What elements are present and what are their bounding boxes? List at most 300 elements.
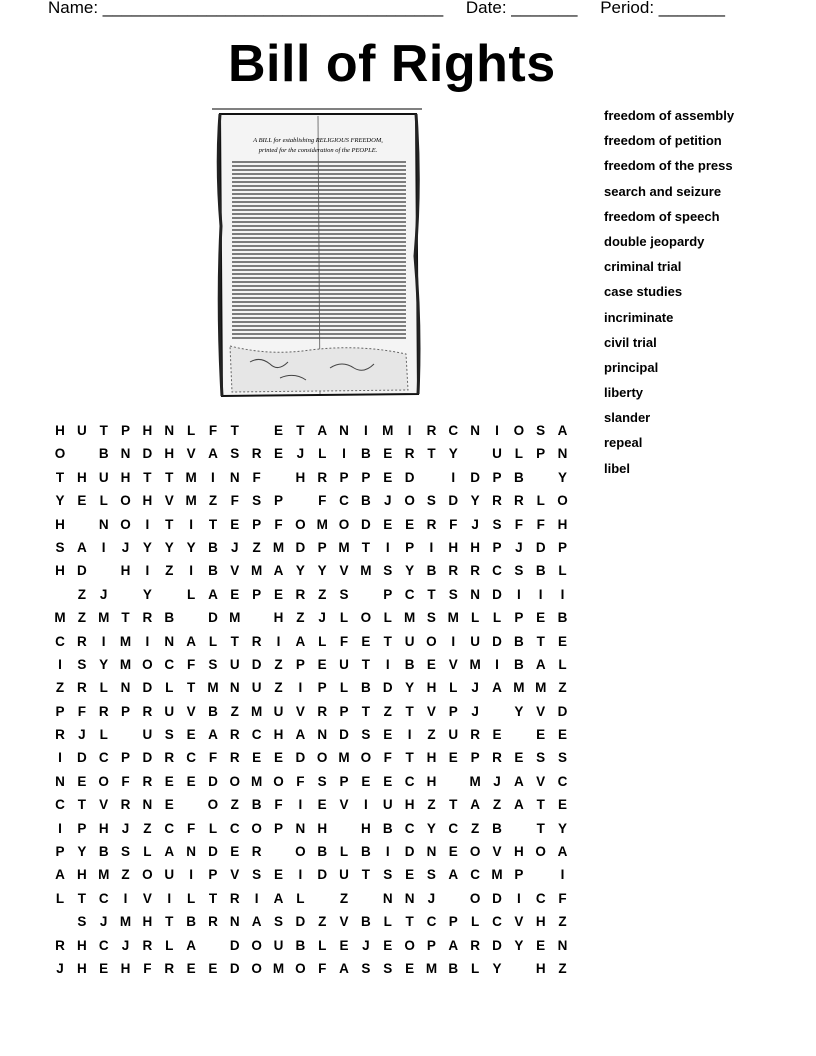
grid-letter[interactable]: D bbox=[535, 539, 546, 555]
grid-letter[interactable]: E bbox=[405, 867, 415, 883]
grid-letter[interactable]: P bbox=[558, 539, 568, 555]
grid-letter[interactable]: H bbox=[273, 727, 284, 743]
grid-letter[interactable]: P bbox=[514, 867, 524, 883]
grid-letter[interactable]: R bbox=[208, 914, 218, 930]
grid-letter[interactable]: R bbox=[470, 563, 481, 579]
grid-letter[interactable]: D bbox=[317, 867, 328, 883]
grid-letter[interactable]: B bbox=[295, 937, 306, 953]
grid-letter[interactable]: F bbox=[186, 820, 196, 836]
grid-letter[interactable]: A bbox=[208, 586, 218, 602]
grid-letter[interactable]: M bbox=[54, 610, 66, 626]
grid-letter[interactable]: H bbox=[164, 446, 175, 462]
grid-letter[interactable]: R bbox=[55, 937, 65, 953]
grid-letter[interactable]: F bbox=[449, 516, 458, 532]
grid-letter[interactable]: M bbox=[491, 867, 503, 883]
grid-letter[interactable]: U bbox=[404, 633, 415, 649]
grid-letter[interactable]: Y bbox=[558, 469, 568, 485]
grid-letter[interactable]: P bbox=[121, 423, 131, 438]
grid-letter[interactable]: Z bbox=[143, 820, 152, 836]
grid-letter[interactable]: E bbox=[164, 797, 174, 813]
grid-letter[interactable]: J bbox=[471, 680, 479, 696]
grid-letter[interactable]: R bbox=[142, 937, 153, 953]
grid-letter[interactable]: F bbox=[339, 633, 349, 649]
grid-letter[interactable]: Z bbox=[318, 914, 327, 930]
grid-letter[interactable]: J bbox=[427, 890, 436, 906]
grid-letter[interactable]: N bbox=[55, 773, 65, 789]
grid-letter[interactable]: E bbox=[208, 960, 218, 976]
grid-letter[interactable]: I bbox=[298, 680, 303, 696]
grid-letter[interactable]: L bbox=[208, 633, 218, 649]
grid-letter[interactable]: I bbox=[123, 890, 128, 906]
grid-letter[interactable]: R bbox=[448, 563, 459, 579]
grid-letter[interactable]: F bbox=[296, 773, 305, 789]
grid-letter[interactable]: T bbox=[143, 469, 152, 485]
grid-letter[interactable]: S bbox=[208, 656, 218, 672]
grid-letter[interactable]: F bbox=[186, 656, 196, 672]
grid-letter[interactable]: Y bbox=[186, 539, 196, 555]
grid-letter[interactable]: R bbox=[229, 890, 240, 906]
grid-letter[interactable]: H bbox=[142, 423, 153, 438]
grid-letter[interactable]: N bbox=[557, 937, 568, 953]
grid-letter[interactable]: I bbox=[538, 586, 543, 602]
grid-letter[interactable]: S bbox=[536, 423, 546, 438]
grid-letter[interactable]: J bbox=[471, 516, 479, 532]
grid-letter[interactable]: I bbox=[364, 423, 368, 438]
grid-letter[interactable]: N bbox=[98, 516, 109, 532]
grid-letter[interactable]: V bbox=[426, 703, 436, 719]
grid-letter[interactable]: R bbox=[513, 493, 524, 509]
grid-letter[interactable]: M bbox=[185, 469, 197, 485]
grid-letter[interactable]: R bbox=[142, 773, 153, 789]
grid-letter[interactable]: E bbox=[558, 727, 568, 743]
grid-letter[interactable]: D bbox=[142, 446, 153, 462]
grid-letter[interactable]: E bbox=[77, 493, 87, 509]
grid-letter[interactable]: T bbox=[165, 469, 174, 485]
grid-letter[interactable]: L bbox=[558, 656, 567, 672]
grid-letter[interactable]: A bbox=[164, 844, 175, 860]
grid-letter[interactable]: Z bbox=[55, 680, 65, 696]
grid-letter[interactable]: B bbox=[426, 563, 437, 579]
name-field[interactable]: Name: ____________________________________ bbox=[48, 0, 444, 17]
grid-letter[interactable]: L bbox=[296, 890, 305, 906]
grid-letter[interactable]: C bbox=[164, 820, 175, 836]
grid-letter[interactable]: D bbox=[229, 960, 240, 976]
grid-letter[interactable]: U bbox=[339, 867, 349, 883]
grid-letter[interactable]: S bbox=[536, 750, 546, 766]
grid-letter[interactable]: L bbox=[186, 423, 196, 438]
grid-letter[interactable]: D bbox=[492, 890, 502, 906]
grid-letter[interactable]: E bbox=[273, 867, 283, 883]
grid-letter[interactable]: E bbox=[426, 656, 436, 672]
grid-letter[interactable]: H bbox=[142, 493, 153, 509]
grid-letter[interactable]: N bbox=[404, 890, 415, 906]
grid-letter[interactable]: V bbox=[186, 446, 196, 462]
grid-letter[interactable]: I bbox=[101, 539, 106, 555]
grid-letter[interactable]: B bbox=[361, 446, 371, 462]
grid-letter[interactable]: A bbox=[513, 797, 524, 813]
grid-letter[interactable]: E bbox=[339, 937, 349, 953]
grid-letter[interactable]: Z bbox=[383, 703, 392, 719]
grid-letter[interactable]: T bbox=[361, 539, 371, 555]
grid-letter[interactable]: T bbox=[121, 610, 130, 626]
grid-letter[interactable]: R bbox=[229, 727, 240, 743]
grid-letter[interactable]: E bbox=[536, 610, 546, 626]
grid-letter[interactable]: I bbox=[276, 633, 281, 649]
grid-letter[interactable]: I bbox=[298, 867, 303, 883]
grid-letter[interactable]: B bbox=[492, 820, 502, 836]
grid-letter[interactable]: P bbox=[448, 703, 458, 719]
grid-letter[interactable]: L bbox=[339, 610, 349, 626]
grid-letter[interactable]: R bbox=[120, 797, 131, 813]
grid-letter[interactable]: E bbox=[186, 960, 196, 976]
grid-letter[interactable]: D bbox=[251, 656, 262, 672]
grid-letter[interactable]: H bbox=[76, 937, 87, 953]
grid-letter[interactable]: H bbox=[557, 516, 568, 532]
grid-letter[interactable]: A bbox=[448, 867, 459, 883]
grid-letter[interactable]: V bbox=[339, 563, 349, 579]
grid-letter[interactable]: H bbox=[448, 539, 459, 555]
grid-letter[interactable]: Z bbox=[121, 867, 130, 883]
grid-letter[interactable]: C bbox=[426, 914, 437, 930]
grid-letter[interactable]: F bbox=[383, 750, 392, 766]
grid-letter[interactable]: T bbox=[55, 469, 65, 485]
grid-letter[interactable]: E bbox=[164, 773, 174, 789]
grid-letter[interactable]: R bbox=[251, 633, 262, 649]
grid-letter[interactable]: O bbox=[295, 516, 306, 532]
grid-letter[interactable]: L bbox=[492, 610, 502, 626]
grid-letter[interactable]: J bbox=[78, 727, 86, 743]
grid-letter[interactable]: B bbox=[208, 703, 218, 719]
grid-letter[interactable]: U bbox=[382, 797, 393, 813]
grid-letter[interactable]: R bbox=[76, 633, 87, 649]
grid-letter[interactable]: N bbox=[470, 586, 481, 602]
grid-letter[interactable]: E bbox=[273, 423, 283, 438]
grid-letter[interactable]: C bbox=[404, 586, 415, 602]
grid-letter[interactable]: Z bbox=[274, 680, 283, 696]
grid-letter[interactable]: I bbox=[560, 586, 565, 602]
grid-letter[interactable]: D bbox=[557, 703, 568, 719]
grid-letter[interactable]: S bbox=[252, 867, 262, 883]
grid-letter[interactable]: R bbox=[142, 703, 153, 719]
grid-letter[interactable]: B bbox=[448, 960, 459, 976]
grid-letter[interactable]: I bbox=[189, 563, 193, 579]
grid-letter[interactable]: B bbox=[513, 656, 524, 672]
grid-letter[interactable]: A bbox=[317, 423, 328, 438]
grid-letter[interactable]: E bbox=[383, 727, 393, 743]
grid-letter[interactable]: Z bbox=[471, 820, 480, 836]
grid-letter[interactable]: O bbox=[513, 423, 525, 438]
grid-letter[interactable]: F bbox=[121, 773, 130, 789]
grid-letter[interactable]: U bbox=[251, 680, 262, 696]
grid-letter[interactable]: J bbox=[515, 539, 523, 555]
grid-letter[interactable]: H bbox=[55, 423, 65, 438]
grid-letter[interactable]: V bbox=[448, 656, 458, 672]
grid-letter[interactable]: T bbox=[165, 914, 174, 930]
grid-letter[interactable]: R bbox=[229, 750, 240, 766]
grid-letter[interactable]: O bbox=[273, 773, 284, 789]
grid-letter[interactable]: I bbox=[429, 539, 434, 555]
grid-letter[interactable]: O bbox=[535, 844, 546, 860]
grid-letter[interactable]: Z bbox=[492, 797, 502, 813]
grid-letter[interactable]: L bbox=[514, 446, 523, 462]
grid-letter[interactable]: F bbox=[252, 469, 261, 485]
grid-letter[interactable]: S bbox=[383, 563, 393, 579]
grid-letter[interactable]: D bbox=[492, 633, 502, 649]
grid-letter[interactable]: R bbox=[251, 844, 262, 860]
grid-letter[interactable]: L bbox=[471, 914, 480, 930]
grid-letter[interactable]: S bbox=[426, 867, 436, 883]
grid-letter[interactable]: I bbox=[451, 469, 456, 485]
grid-letter[interactable]: P bbox=[317, 539, 327, 555]
grid-letter[interactable]: Z bbox=[558, 960, 567, 976]
grid-letter[interactable]: N bbox=[339, 423, 349, 438]
grid-letter[interactable]: P bbox=[492, 469, 502, 485]
grid-letter[interactable]: D bbox=[229, 937, 240, 953]
grid-letter[interactable]: V bbox=[186, 703, 196, 719]
grid-letter[interactable]: Z bbox=[77, 586, 86, 602]
grid-letter[interactable]: L bbox=[471, 960, 480, 976]
grid-letter[interactable]: N bbox=[120, 446, 131, 462]
grid-letter[interactable]: Y bbox=[514, 703, 524, 719]
grid-letter[interactable]: H bbox=[426, 773, 437, 789]
grid-letter[interactable]: A bbox=[492, 680, 502, 696]
grid-letter[interactable]: Y bbox=[295, 563, 305, 579]
grid-letter[interactable]: U bbox=[76, 423, 87, 438]
grid-letter[interactable]: T bbox=[383, 633, 392, 649]
grid-letter[interactable]: J bbox=[383, 493, 392, 509]
grid-letter[interactable]: P bbox=[273, 493, 283, 509]
grid-letter[interactable]: E bbox=[186, 727, 196, 743]
grid-letter[interactable]: E bbox=[99, 960, 109, 976]
grid-letter[interactable]: P bbox=[55, 703, 65, 719]
grid-letter[interactable]: J bbox=[121, 820, 130, 836]
grid-letter[interactable]: S bbox=[77, 914, 87, 930]
grid-letter[interactable]: V bbox=[142, 890, 152, 906]
grid-letter[interactable]: N bbox=[186, 844, 196, 860]
grid-letter[interactable]: D bbox=[492, 586, 502, 602]
grid-letter[interactable]: I bbox=[342, 446, 346, 462]
grid-letter[interactable]: C bbox=[492, 914, 502, 930]
grid-letter[interactable]: A bbox=[208, 446, 218, 462]
grid-letter[interactable]: T bbox=[427, 446, 436, 462]
grid-letter[interactable]: P bbox=[317, 680, 327, 696]
grid-letter[interactable]: N bbox=[229, 914, 240, 930]
grid-letter[interactable]: E bbox=[361, 773, 371, 789]
grid-letter[interactable]: P bbox=[514, 610, 524, 626]
grid-letter[interactable]: I bbox=[560, 867, 565, 883]
grid-letter[interactable]: T bbox=[536, 820, 545, 836]
grid-letter[interactable]: V bbox=[230, 867, 240, 883]
grid-letter[interactable]: L bbox=[186, 586, 196, 602]
grid-letter[interactable]: U bbox=[142, 727, 153, 743]
date-field[interactable]: Date: _______ bbox=[465, 0, 578, 17]
grid-letter[interactable]: L bbox=[143, 844, 152, 860]
grid-letter[interactable]: Y bbox=[142, 539, 152, 555]
grid-letter[interactable]: I bbox=[189, 516, 193, 532]
grid-letter[interactable]: P bbox=[121, 703, 131, 719]
grid-letter[interactable]: Y bbox=[164, 539, 174, 555]
grid-letter[interactable]: J bbox=[471, 703, 479, 719]
grid-letter[interactable]: V bbox=[536, 773, 546, 789]
grid-letter[interactable]: B bbox=[361, 493, 371, 509]
grid-letter[interactable]: J bbox=[99, 586, 108, 602]
grid-letter[interactable]: D bbox=[142, 750, 153, 766]
grid-letter[interactable]: R bbox=[404, 446, 415, 462]
grid-letter[interactable]: L bbox=[55, 890, 65, 906]
grid-letter[interactable]: L bbox=[558, 563, 567, 579]
grid-letter[interactable]: R bbox=[492, 493, 502, 509]
grid-letter[interactable]: A bbox=[186, 633, 196, 649]
grid-letter[interactable]: F bbox=[274, 516, 283, 532]
grid-letter[interactable]: E bbox=[317, 797, 327, 813]
grid-letter[interactable]: U bbox=[470, 633, 481, 649]
grid-letter[interactable]: R bbox=[164, 750, 175, 766]
grid-letter[interactable]: J bbox=[121, 937, 130, 953]
grid-letter[interactable]: Z bbox=[558, 680, 567, 696]
grid-letter[interactable]: C bbox=[55, 797, 65, 813]
grid-letter[interactable]: H bbox=[470, 539, 481, 555]
grid-letter[interactable]: N bbox=[229, 469, 240, 485]
grid-letter[interactable]: D bbox=[76, 563, 87, 579]
grid-letter[interactable]: S bbox=[339, 586, 349, 602]
grid-letter[interactable]: S bbox=[164, 727, 174, 743]
grid-letter[interactable]: A bbox=[339, 960, 349, 976]
grid-letter[interactable]: F bbox=[558, 890, 567, 906]
grid-letter[interactable]: V bbox=[536, 703, 546, 719]
grid-letter[interactable]: A bbox=[448, 937, 459, 953]
grid-letter[interactable]: Z bbox=[427, 727, 436, 743]
grid-letter[interactable]: E bbox=[186, 773, 196, 789]
grid-letter[interactable]: P bbox=[295, 656, 305, 672]
grid-letter[interactable]: S bbox=[426, 493, 436, 509]
grid-letter[interactable]: A bbox=[273, 563, 284, 579]
grid-letter[interactable]: C bbox=[229, 820, 240, 836]
grid-letter[interactable]: Y bbox=[142, 586, 152, 602]
grid-letter[interactable]: T bbox=[77, 797, 86, 813]
grid-letter[interactable]: I bbox=[58, 820, 62, 836]
grid-letter[interactable]: T bbox=[230, 423, 239, 438]
grid-letter[interactable]: Z bbox=[230, 797, 239, 813]
grid-letter[interactable]: M bbox=[207, 680, 219, 696]
grid-letter[interactable]: S bbox=[383, 867, 393, 883]
grid-letter[interactable]: D bbox=[208, 610, 218, 626]
grid-letter[interactable]: J bbox=[318, 610, 326, 626]
grid-letter[interactable]: U bbox=[98, 469, 109, 485]
grid-letter[interactable]: I bbox=[516, 890, 521, 906]
grid-letter[interactable]: I bbox=[145, 563, 150, 579]
grid-letter[interactable]: M bbox=[119, 914, 132, 930]
grid-letter[interactable]: T bbox=[405, 750, 414, 766]
grid-letter[interactable]: L bbox=[99, 727, 108, 743]
grid-letter[interactable]: E bbox=[383, 516, 393, 532]
grid-letter[interactable]: F bbox=[230, 493, 239, 509]
grid-letter[interactable]: F bbox=[274, 797, 283, 813]
grid-letter[interactable]: R bbox=[164, 960, 175, 976]
grid-letter[interactable]: Z bbox=[274, 656, 283, 672]
grid-letter[interactable]: A bbox=[208, 727, 218, 743]
grid-letter[interactable]: P bbox=[492, 539, 502, 555]
grid-letter[interactable]: Z bbox=[339, 890, 349, 906]
grid-letter[interactable]: T bbox=[208, 516, 218, 532]
grid-letter[interactable]: L bbox=[165, 680, 174, 696]
grid-letter[interactable]: I bbox=[167, 890, 172, 906]
grid-letter[interactable]: T bbox=[296, 423, 305, 438]
grid-letter[interactable]: I bbox=[58, 656, 62, 672]
grid-letter[interactable]: R bbox=[426, 423, 437, 438]
grid-letter[interactable]: S bbox=[426, 610, 436, 626]
grid-letter[interactable]: B bbox=[98, 446, 109, 462]
grid-letter[interactable]: E bbox=[536, 937, 546, 953]
grid-letter[interactable]: F bbox=[208, 750, 218, 766]
grid-letter[interactable]: S bbox=[361, 727, 371, 743]
grid-letter[interactable]: H bbox=[513, 844, 524, 860]
grid-letter[interactable]: M bbox=[469, 773, 481, 789]
grid-letter[interactable]: N bbox=[142, 797, 153, 813]
grid-letter[interactable]: S bbox=[558, 750, 568, 766]
grid-letter[interactable]: S bbox=[492, 516, 502, 532]
grid-letter[interactable]: I bbox=[189, 867, 193, 883]
grid-letter[interactable]: T bbox=[99, 423, 108, 438]
grid-letter[interactable]: J bbox=[56, 960, 64, 976]
grid-letter[interactable]: R bbox=[76, 680, 87, 696]
grid-letter[interactable]: Y bbox=[55, 493, 65, 509]
grid-letter[interactable]: O bbox=[338, 516, 350, 532]
grid-letter[interactable]: M bbox=[425, 960, 438, 976]
grid-letter[interactable]: Z bbox=[252, 539, 261, 555]
grid-letter[interactable]: J bbox=[99, 914, 108, 930]
grid-letter[interactable]: R bbox=[317, 703, 328, 719]
grid-letter[interactable]: U bbox=[229, 656, 240, 672]
grid-letter[interactable]: O bbox=[251, 960, 262, 976]
grid-letter[interactable]: E bbox=[77, 773, 87, 789]
grid-letter[interactable]: I bbox=[145, 633, 150, 649]
grid-letter[interactable]: A bbox=[76, 539, 87, 555]
grid-letter[interactable]: T bbox=[405, 703, 414, 719]
grid-letter[interactable]: C bbox=[251, 727, 262, 743]
grid-letter[interactable]: Z bbox=[558, 914, 567, 930]
grid-letter[interactable]: M bbox=[469, 656, 481, 672]
grid-letter[interactable]: Z bbox=[230, 703, 239, 719]
grid-letter[interactable]: C bbox=[404, 820, 415, 836]
grid-letter[interactable]: H bbox=[273, 610, 284, 626]
grid-letter[interactable]: S bbox=[77, 656, 87, 672]
grid-letter[interactable]: N bbox=[470, 423, 481, 438]
grid-letter[interactable]: I bbox=[254, 890, 259, 906]
grid-letter[interactable]: P bbox=[426, 937, 436, 953]
grid-letter[interactable]: O bbox=[360, 750, 372, 766]
grid-letter[interactable]: Y bbox=[514, 937, 524, 953]
grid-letter[interactable]: O bbox=[557, 493, 568, 509]
grid-letter[interactable]: I bbox=[407, 727, 412, 743]
grid-letter[interactable]: P bbox=[252, 586, 262, 602]
grid-letter[interactable]: H bbox=[98, 820, 109, 836]
grid-letter[interactable]: T bbox=[361, 703, 371, 719]
grid-letter[interactable]: P bbox=[339, 469, 349, 485]
grid-letter[interactable]: U bbox=[448, 727, 459, 743]
grid-letter[interactable]: B bbox=[513, 469, 524, 485]
grid-letter[interactable]: O bbox=[251, 937, 262, 953]
grid-letter[interactable]: N bbox=[164, 633, 175, 649]
grid-letter[interactable]: D bbox=[295, 750, 306, 766]
grid-letter[interactable]: C bbox=[98, 890, 109, 906]
grid-letter[interactable]: A bbox=[295, 727, 306, 743]
grid-letter[interactable]: H bbox=[76, 469, 87, 485]
grid-letter[interactable]: Y bbox=[405, 563, 415, 579]
grid-letter[interactable]: B bbox=[186, 914, 196, 930]
grid-letter[interactable]: I bbox=[298, 797, 303, 813]
grid-letter[interactable]: M bbox=[98, 610, 110, 626]
grid-letter[interactable]: T bbox=[77, 890, 86, 906]
